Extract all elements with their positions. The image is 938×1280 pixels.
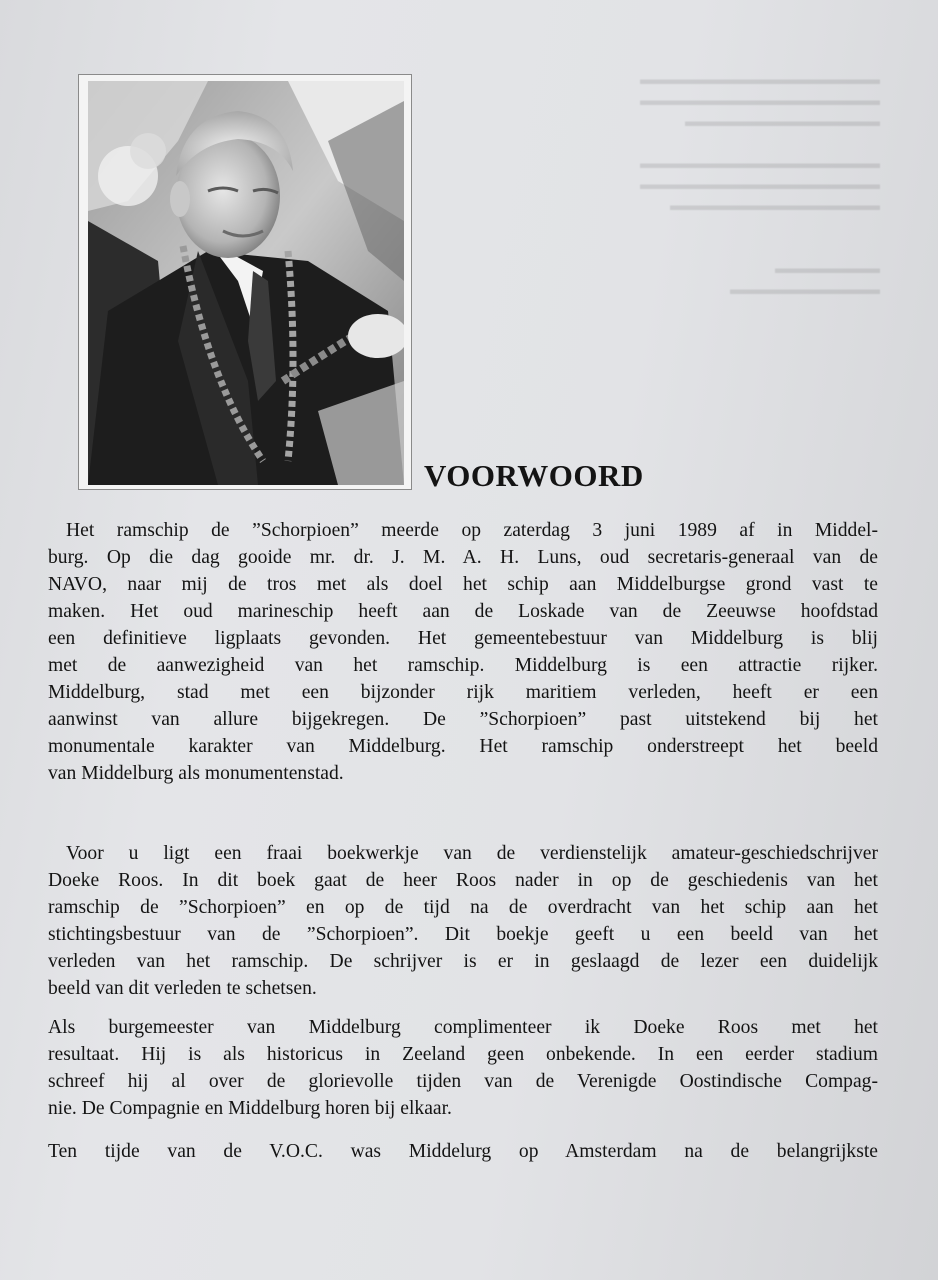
- text-line: met de aanwezigheid van het ramschip. Middelburg is een attractie rijker.: [48, 655, 878, 676]
- text-line: van Middelburg als monumentenstad.: [48, 763, 344, 784]
- text-line: Middelburg, stad met een bijzonder rijk maritiem verleden, heeft er een: [48, 682, 878, 703]
- text-line: Als burgemeester van Middelburg complimenteer ik Doeke Roos met het: [48, 1017, 878, 1038]
- text-line: monumentale karakter van Middelburg. Het ramschip onderstreept het beeld: [48, 736, 878, 757]
- text-line: NAVO, naar mij de tros met als doel het schip aan Middelburgse grond vast te: [48, 574, 878, 595]
- text-line: verleden van het ramschip. De schrijver is er in geslaagd de lezer een duidelijk: [48, 951, 878, 972]
- portrait-photo-icon: [88, 81, 404, 485]
- text-line: Doeke Roos. In dit boek gaat de heer Roos nader in op de geschiedenis van het: [48, 870, 878, 891]
- text-line: maken. Het oud marineschip heeft aan de Loskade van de Zeeuwse hoofdstad: [48, 601, 878, 622]
- text-line: Ten tijde van de V.O.C. was Middelurg op Amsterdam na de belangrijkste: [48, 1141, 878, 1162]
- text-line: burg. Op die dag gooide mr. dr. J. M. A. H. Luns, oud secretaris-generaal van de: [48, 547, 878, 568]
- text-line: Voor u ligt een fraai boekwerkje van de verdienstelijk amateur-geschiedschrijver: [66, 843, 878, 864]
- text-line: ramschip de ”Schorpioen” en op de tijd na de overdracht van het schip aan het: [48, 897, 878, 918]
- text-line: een definitieve ligplaats gevonden. Het gemeentebestuur van Middelburg is blij: [48, 628, 878, 649]
- paragraph-4: [48, 1138, 878, 1165]
- text-line: beeld van dit verleden te schetsen.: [48, 978, 317, 999]
- paragraph-3: [48, 1014, 878, 1122]
- page-title: VOORWOORD: [424, 458, 644, 493]
- paragraph-1: [48, 517, 878, 787]
- portrait-photo: [78, 74, 412, 490]
- text-line: Het ramschip de ”Schorpioen” meerde op zaterdag 3 juni 1989 af in Middel-: [66, 520, 878, 541]
- bleed-through-shadow: ▬▬▬▬▬▬▬▬▬▬▬▬▬▬▬▬ ▬▬▬▬▬▬▬▬▬▬▬▬▬▬▬▬ ▬▬▬▬▬▬▬▬▬▬▬▬▬ ▬▬▬▬▬▬▬▬▬▬▬▬▬▬▬▬ ▬▬▬▬▬▬▬▬▬▬▬▬▬▬▬▬ ▬▬▬▬▬▬▬▬▬▬▬▬▬▬ ▬▬▬▬▬▬▬ ▬▬▬▬▬▬▬▬▬▬: [640, 72, 880, 298]
- text-line: aanwinst van allure bijgekregen. De ”Schorpioen” past uitstekend bij het: [48, 709, 878, 730]
- text-line: nie. De Compagnie en Middelburg horen bij elkaar.: [48, 1098, 452, 1119]
- text-line: stichtingsbestuur van de ”Schorpioen”. Dit boekje geeft u een beeld van het: [48, 924, 878, 945]
- text-line: schreef hij al over de glorievolle tijden van de Verenigde Oostindische Compag-: [48, 1071, 878, 1092]
- text-line: resultaat. Hij is als historicus in Zeeland geen onbekende. In een eerder stadium: [48, 1044, 878, 1065]
- paragraph-2: [48, 840, 878, 1002]
